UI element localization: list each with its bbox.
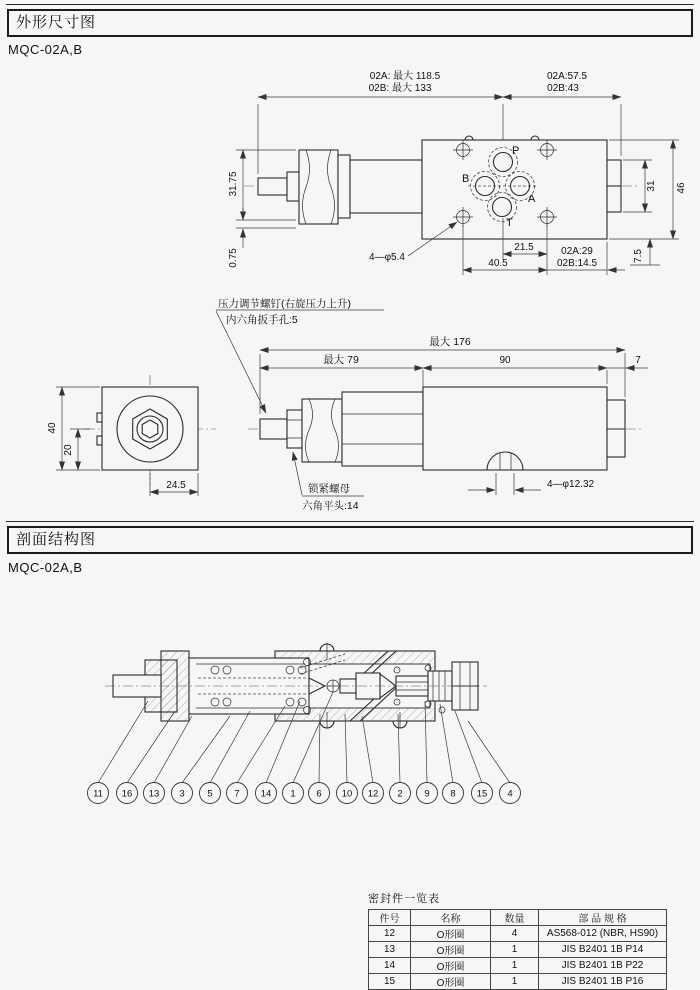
side-body-block (423, 387, 607, 470)
dim-20: 20 (63, 444, 74, 456)
dim-245: 24.5 (166, 480, 186, 491)
callout (363, 783, 384, 804)
svg-text:9: 9 (424, 788, 430, 800)
dim-29: 02A:29 (561, 246, 593, 257)
callout-balloons (88, 783, 521, 804)
callout (283, 783, 304, 804)
col-qty: 数量 (491, 910, 539, 926)
dim-075: 0.75 (228, 248, 239, 268)
table-row: 15 O形圈 1 JIS B2401 1B P16 (369, 974, 667, 990)
svg-text:10: 10 (341, 788, 353, 800)
end-view (47, 375, 216, 496)
model-code-outline: MQC-02A,B (8, 42, 83, 57)
callout (88, 783, 109, 804)
col-spec: 部 品 规 格 (539, 910, 667, 926)
port-label-p: P (512, 145, 520, 157)
adjust-screw-hexnut (287, 172, 299, 201)
dim-79: 最大 79 (323, 354, 359, 366)
adjust-note-line2: 内六角扳手孔:5 (226, 314, 298, 326)
svg-text:4: 4 (507, 788, 513, 800)
side-stem (260, 419, 287, 439)
hole-note-1232: 4—φ12.32 (547, 479, 595, 490)
callout (309, 783, 330, 804)
svg-text:1: 1 (290, 788, 296, 800)
dim-133: 02B: 最大 133 (368, 83, 432, 94)
col-part-no: 件号 (369, 910, 411, 926)
adjust-note-line1: 压力调节螺钉(右旋压力上升) (218, 298, 351, 310)
knob-flange (338, 155, 350, 218)
dim-90: 90 (499, 355, 511, 366)
callout (227, 783, 248, 804)
callout (200, 783, 221, 804)
seal-table-title: 密封件一览表 (368, 893, 440, 905)
col-name: 名称 (411, 910, 491, 926)
side-knob (302, 399, 342, 462)
svg-text:6: 6 (316, 788, 322, 800)
callout (417, 783, 438, 804)
svg-text:3: 3 (179, 788, 185, 800)
callout (500, 783, 521, 804)
dim-405: 40.5 (488, 258, 508, 269)
svg-text:13: 13 (148, 788, 160, 800)
dim-215: 21.5 (514, 242, 534, 253)
side-hex-section (342, 392, 423, 466)
svg-text:2: 2 (397, 788, 403, 800)
seal-table (368, 909, 667, 990)
svg-text:15: 15 (476, 788, 488, 800)
callout (117, 783, 138, 804)
knurled-knob (299, 150, 338, 224)
section-title-section-label: 剖面结构图 (16, 531, 97, 548)
dim-7: 7 (635, 355, 641, 366)
model-code-section: MQC-02A,B (8, 560, 83, 575)
svg-text:11: 11 (93, 788, 103, 800)
callout (337, 783, 358, 804)
port-label-t: T (506, 217, 513, 229)
table-row: 14 O形圈 1 JIS B2401 1B P22 (369, 958, 667, 974)
svg-text:14: 14 (260, 788, 272, 800)
hole-note-54: 4—φ5.4 (369, 252, 405, 263)
locknut-line1: 锁紧螺母 (308, 483, 350, 495)
svg-text:16: 16 (121, 788, 133, 800)
top-view (228, 69, 687, 275)
section-title-outline-label: 外形尺寸图 (16, 14, 97, 31)
dim-75: 7.5 (633, 249, 644, 263)
valve-tube (350, 160, 422, 213)
end-square (102, 387, 198, 470)
callout (144, 783, 165, 804)
dim-40: 40 (47, 422, 58, 434)
dim-176: 最大 176 (429, 336, 471, 348)
callout (256, 783, 277, 804)
mount-hole-dim (468, 473, 595, 495)
side-view (248, 335, 648, 512)
callout (172, 783, 193, 804)
section-title-section (7, 526, 693, 554)
callout (472, 783, 493, 804)
dim-3175: 31.75 (228, 171, 239, 197)
svg-text:8: 8 (450, 788, 456, 800)
section2-rule (6, 521, 694, 522)
locknut-line2: 六角平头:14 (302, 500, 359, 512)
table-row: 12 O形圈 4 AS568-012 (NBR, HS90) (369, 926, 667, 942)
dim-118: 02A: 最大 118.5 (369, 71, 441, 82)
seal-table-header-row (369, 910, 667, 926)
callout (443, 783, 464, 804)
port-label-a: A (528, 193, 536, 205)
table-row: 13 O形圈 1 JIS B2401 1B P14 (369, 942, 667, 958)
port-label-b: B (462, 173, 470, 185)
dim-575: 02A:57.5 (546, 71, 588, 82)
outline-dimension-drawing (0, 62, 700, 516)
svg-text:5: 5 (207, 788, 213, 800)
top-rule (6, 4, 694, 5)
sectional-structure-drawing (0, 616, 700, 816)
svg-text:12: 12 (367, 788, 379, 800)
dim-31: 31 (646, 180, 657, 192)
left-dims (228, 150, 296, 268)
adjust-screw-stem (258, 178, 287, 195)
dim-46: 46 (676, 182, 687, 194)
callout (390, 783, 411, 804)
section-title-outline (7, 9, 693, 37)
side-locknut (287, 410, 302, 448)
dim-43: 02B:43 (547, 83, 579, 94)
dim-145: 02B:14.5 (556, 258, 598, 269)
seal-table-block (368, 890, 667, 990)
svg-text:7: 7 (234, 788, 240, 800)
section-cutaway (105, 643, 487, 728)
